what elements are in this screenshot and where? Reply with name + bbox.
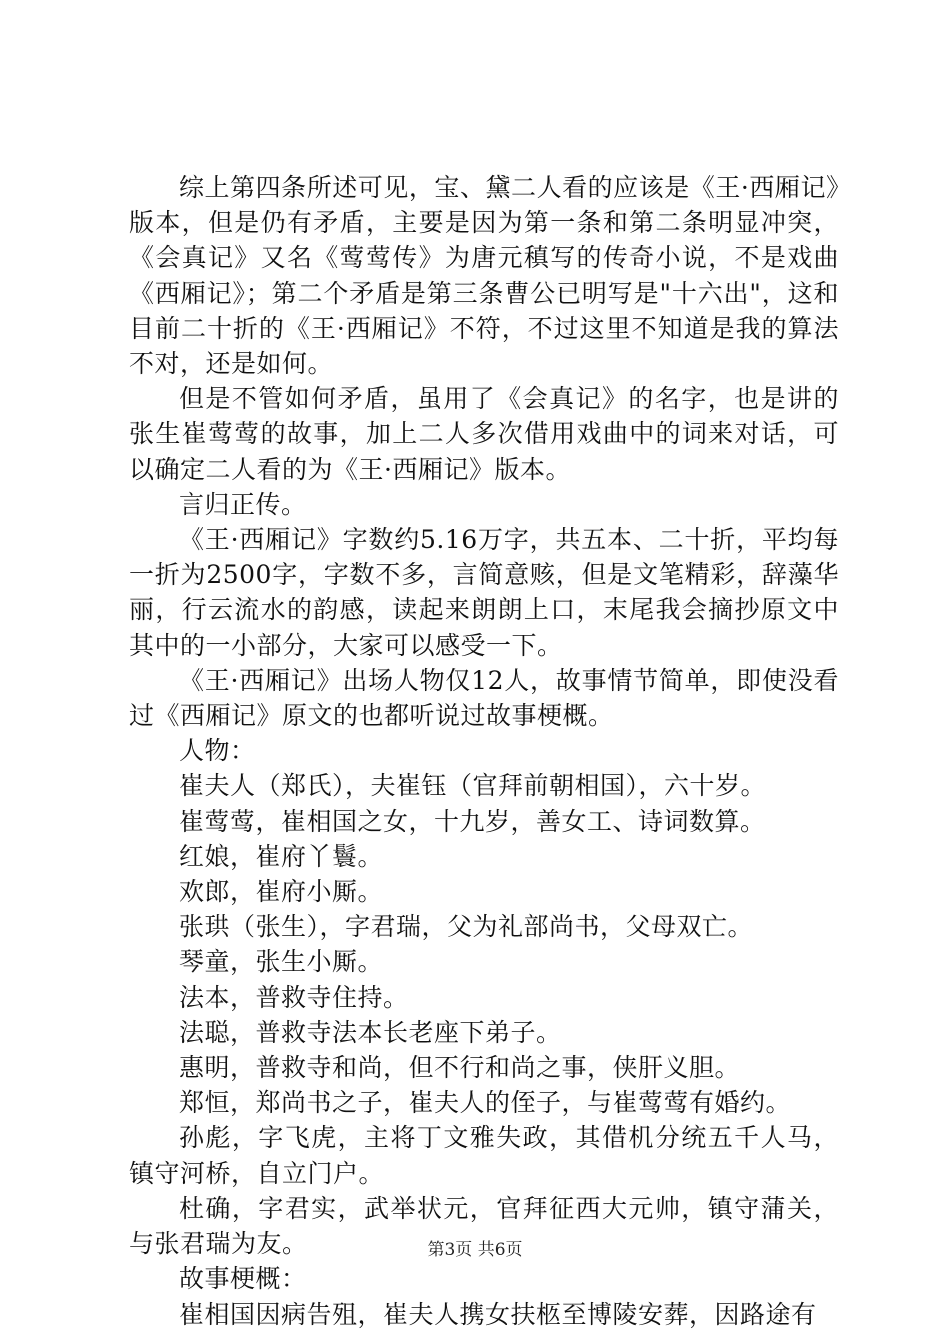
character-entry: 琴童，张生小厮。 — [179, 947, 384, 977]
character-entry: 崔夫人（郑氏），夫崔钰（官拜前朝相国），六十岁。 — [179, 771, 767, 801]
character-entry: 崔莺莺，崔相国之女，十九岁，善女工、诗词数算。 — [179, 806, 766, 836]
paragraph: 《王·西厢记》字数约5.16万字，共五本、二十折，平均每一折为2500字，字数不多，言简意赅，但是文笔精彩，辞藻华丽，行云流水的韵感，读起来朗朗上口，末尾我会摘抄原文中其中的一小部分，大家可以感受一下。 — [129, 525, 839, 660]
paragraph: 《王·西厢记》出场人物仅12人，故事情节简单，即使没看过《西厢记》原文的也都听说过故事梗概。 — [129, 665, 839, 731]
character-entry: 欢郎，崔府小厮。 — [179, 877, 384, 907]
character-entry: 杜确，字君实，武举状元，官拜征西大元帅，镇守蒲关，与张君瑞为友。 — [129, 1193, 839, 1259]
character-entry: 红娘，崔府丫鬟。 — [179, 841, 384, 871]
document-body — [129, 170, 839, 1332]
character-entry: 张珙（张生），字君瑞，父为礼部尚书，父母双亡。 — [179, 912, 754, 942]
character-entry: 法本，普救寺住持。 — [179, 982, 409, 1012]
paragraph: 崔相国因病告殂，崔夫人携女扶柩至博陵安葬，因路途有 — [179, 1299, 817, 1329]
character-entry: 孙彪，字飞虎，主将丁文雅失政，其借机分统五千人马，镇守河桥，自立门户。 — [129, 1123, 839, 1188]
section-heading-synopsis: 故事梗概： — [179, 1264, 307, 1294]
character-entry: 郑恒，郑尚书之子，崔夫人的侄子，与崔莺莺有婚约。 — [179, 1088, 792, 1118]
paragraph: 综上第四条所述可见，宝、黛二人看的应该是《王·西厢记》版本，但是仍有矛盾，主要是因为第一条和第二条明显冲突，《会真记》又名《莺莺传》为唐元稹写的传奇小说，不是戏曲《西厢记》；第二个矛盾是第三条曹公已明写是"十六出"，这和目前二十折的《王·西厢记》不符，不过这里不知道是我的算法不对，还是如何。 — [129, 173, 839, 379]
character-entry: 惠明，普救寺和尚，但不行和尚之事，侠肝义胆。 — [179, 1053, 741, 1083]
character-entry: 法聪，普救寺法本长老座下弟子。 — [179, 1017, 562, 1047]
paragraph: 但是不管如何矛盾，虽用了《会真记》的名字，也是讲的张生崔莺莺的故事，加上二人多次借用戏曲中的词来对话，可以确定二人看的为《王·西厢记》版本。 — [129, 384, 839, 484]
section-heading-characters: 人物： — [179, 736, 256, 766]
paragraph: 言归正传。 — [179, 489, 307, 519]
page-number-footer: 第3页 共6页 — [427, 1240, 523, 1260]
